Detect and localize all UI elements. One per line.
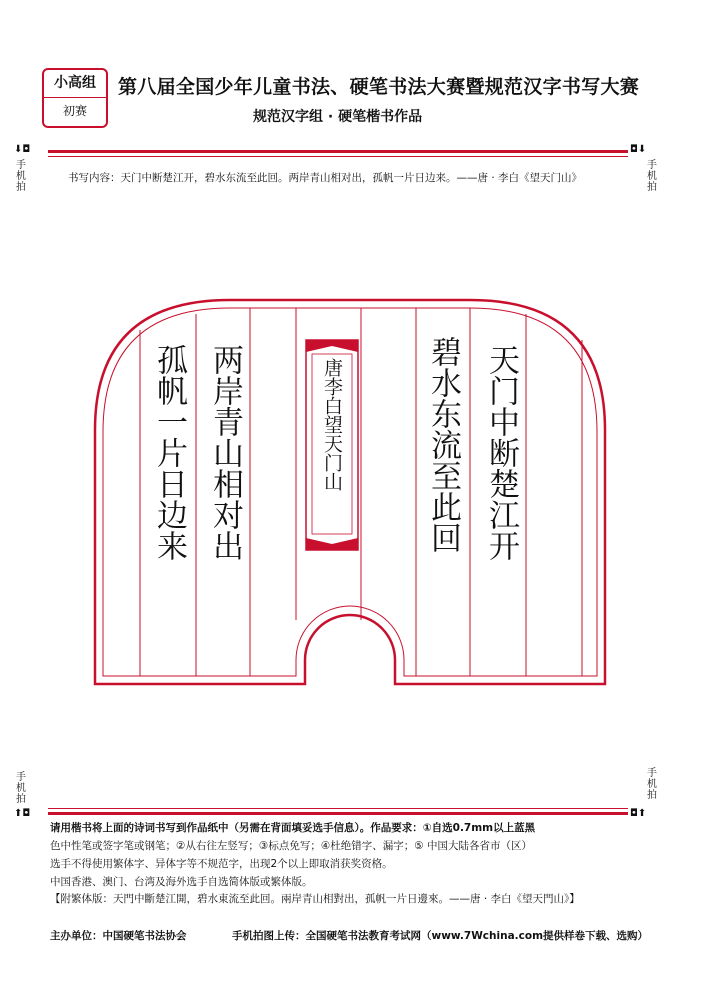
arrow-up-icon: ⬆: [637, 808, 647, 819]
instructions-line-5: 【附繁体版：天門中斷楚江開，碧水東流至此回。兩岸青山相對出，孤帆一片日邊來。——唐 · 李白《望天門山》】: [50, 893, 580, 905]
poem-line-2: 碧水东流至此回: [425, 336, 461, 553]
poem-line-1: 天门中断楚江开: [483, 344, 519, 561]
title-top-ornament: [306, 340, 358, 352]
camera-marker-bottom-left: [14, 808, 30, 819]
camera-icon: ◘: [630, 808, 638, 819]
camera-icon: ◘: [630, 144, 638, 155]
instructions-line-3: 选手不得使用繁体字、异体字等不规范字，出现2个以上即取消获奖资格。: [50, 858, 393, 870]
poem-line-4: 孤帆一片日边来: [151, 344, 187, 561]
arrow-down-icon: ⬇: [14, 144, 23, 155]
poem-column-4: [148, 344, 188, 561]
poem-line-3: 两岸青山相对出: [207, 344, 243, 561]
footer-upload: 手机拍图上传：全国硬笔书法教育考试网（www.7Wchina.com提供样卷下载、选购）: [232, 930, 649, 942]
badge-group: 小高组: [44, 70, 106, 98]
arrow-down-icon: ⬇: [637, 144, 647, 155]
poem-column-2: [422, 336, 462, 553]
title-bottom-ornament: [306, 538, 358, 550]
instructions-line-4: 中国香港、澳门、台湾及海外选手自选简体版或繁体版。: [50, 876, 313, 888]
page-subtitle: 规范汉字组 · 硬笔楷书作品: [253, 109, 423, 125]
page-title: 第八届全国少年儿童书法、硬笔书法大赛暨规范汉字书写大赛: [118, 76, 640, 98]
instructions-line-1: 请用楷书将上面的诗词书写到作品纸中（另需在背面填妥选手信息）。作品要求：①自选0.7mm以上蓝黑: [50, 822, 536, 834]
poem-column-3: [204, 344, 244, 561]
instructions-line-2: 色中性笔或签字笔或钢笔；②从右往左竖写；③标点免写；④杜绝错字、漏字；⑤ 中国大陆各省市（区）: [50, 840, 532, 852]
side-label-top-right: 手机拍: [647, 160, 657, 193]
bottom-rule-thick: [48, 812, 628, 815]
arrow-up-icon: ⬆: [14, 808, 23, 819]
poem-title-author: 唐李白望天门山: [321, 358, 343, 491]
camera-marker-bottom-right: [630, 808, 646, 819]
title-column: [320, 358, 344, 491]
bottom-rule-thin: [48, 808, 628, 809]
writing-content: 书写内容：天门中断楚江开，碧水东流至此回。两岸青山相对出，孤帆一片日边来。——唐 · 李白《望天门山》: [68, 172, 583, 184]
camera-icon: ◘: [22, 144, 31, 155]
side-label-top-left: 手机拍: [16, 160, 26, 193]
footer-organizer: 主办单位：中国硬笔书法协会: [50, 930, 187, 942]
side-label-bottom-right: 手机拍: [647, 768, 657, 801]
poem-column-1: [480, 344, 520, 561]
badge-round: 初赛: [62, 104, 87, 118]
side-label-bottom-left: 手机拍: [16, 772, 26, 805]
camera-icon: ◘: [22, 808, 31, 819]
